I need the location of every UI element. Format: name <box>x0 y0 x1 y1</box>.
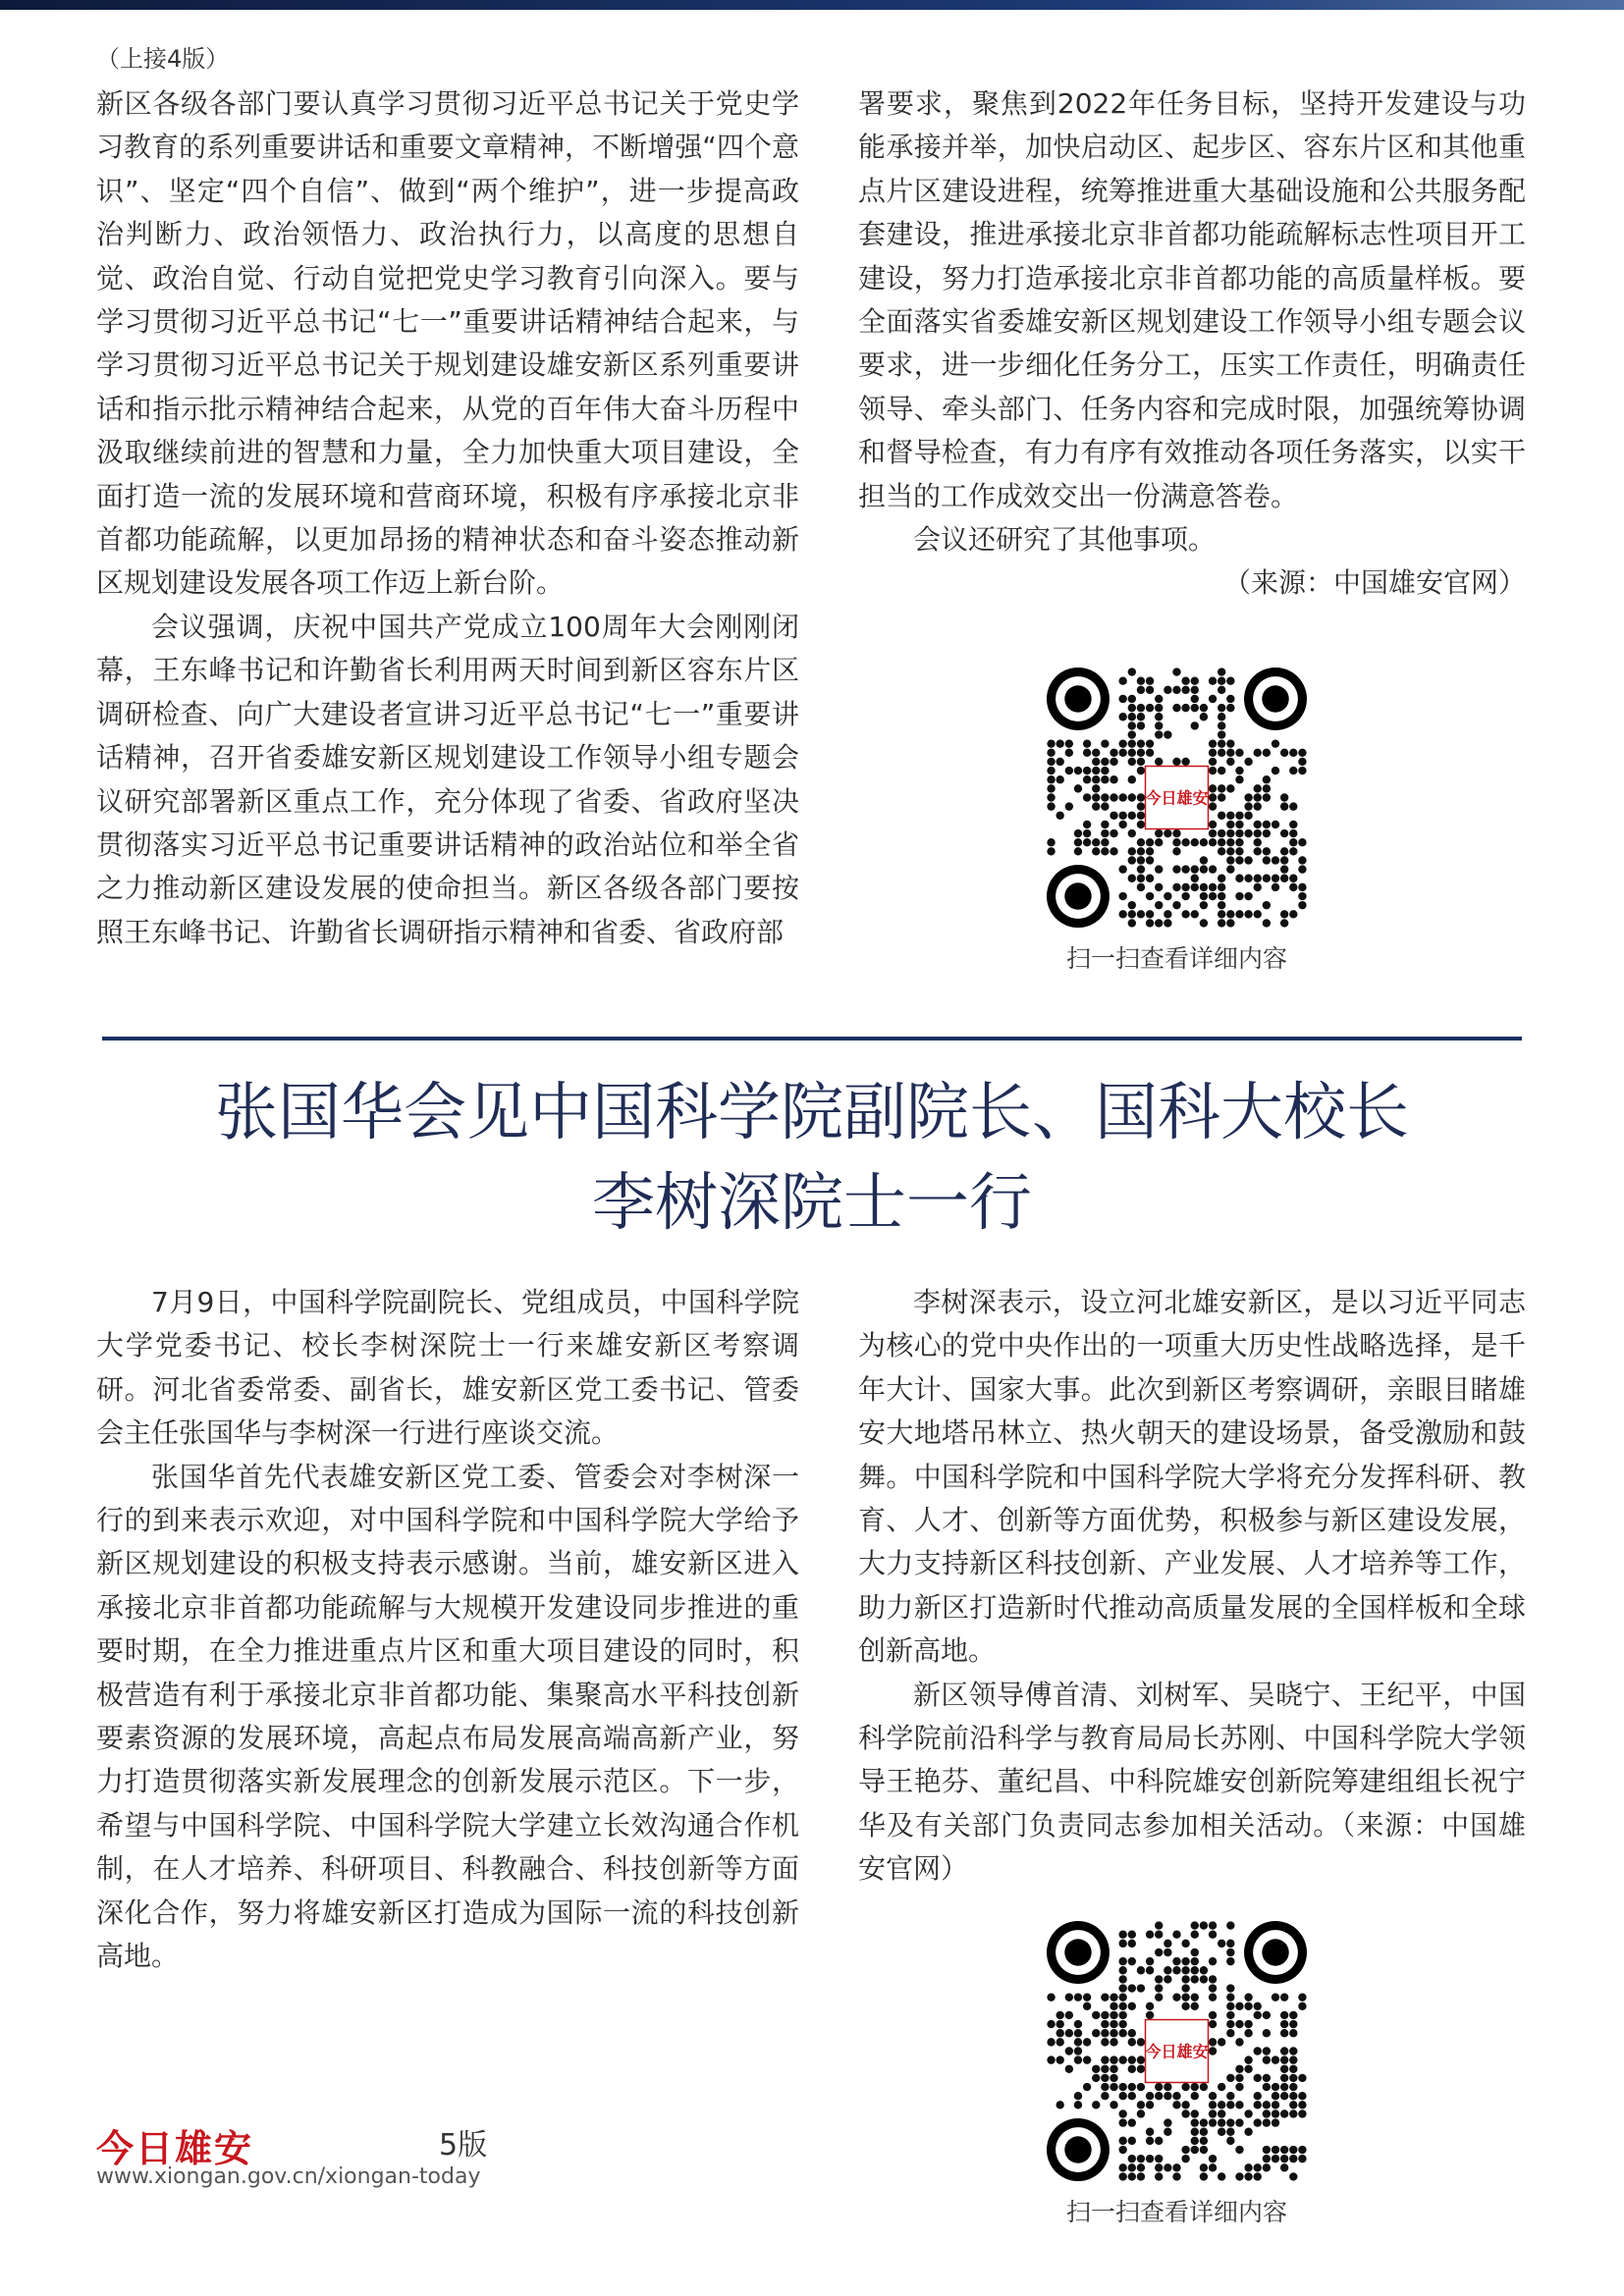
article2-paragraph: 新区领导傅首清、刘树军、吴晓宁、王纪平，中国科学院前沿科学与教育局局长苏刚、中国科学院大学领导王艳芬、董纪昌、中科院雄安创新院筹建组组长祝宁华及有关部门负责同志参加相关活动。（来源：中国雄安官网） <box>858 1678 1526 1886</box>
article1-paragraph: 署要求，聚焦到2022年任务目标，坚持开发建设与功能承接并举，加快启动区、起步区、容东片区和其他重点片区建设进程，统筹推进重大基础设施和公共服务配套建设，推进承接北京非首都功能疏解标志性项目开工建设，努力打造承接北京非首都功能的高质量样板。要全面落实省委雄安新区规划建设工作领导小组专题会议要求，进一步细化任务分工，压实工作责任，明确责任领导、牵头部门、任务内容和完成时限，加强统筹协调和督导检查，有力有序有效推动各项任务落实，以实干担当的工作成效交出一份满意答卷。 <box>858 87 1526 512</box>
article2-qr-block[interactable] <box>1047 1921 1307 2228</box>
top-banner-bar <box>0 0 1624 10</box>
article2-paragraph: 张国华首先代表雄安新区党工委、管委会对李树深一行的到来表示欢迎，对中国科学院和中国科学院大学给予新区规划建设的积极支持表示感谢。当前，雄安新区进入承接北京非首都功能疏解与大规模开发建设同步推进的重要时期，在全力推进重点片区和重大项目建设的同时，积极营造有利于承接北京非首都功能、集聚高水平科技创新要素资源的发展环境，高起点布局发展高端高新产业，努力打造贯彻落实新发展理念的创新发展示范区。下一步，希望与中国科学院、中国科学院大学建立长效沟通合作机制，在人才培养、科研项目、科教融合、科技创新等方面深化合作，努力将雄安新区打造成为国际一流的科技创新高地。 <box>96 1460 799 1973</box>
article1-qr-block[interactable] <box>1047 667 1307 975</box>
qr-code-icon[interactable] <box>1047 667 1307 928</box>
headline-line-2: 李树深院士一行 <box>592 1167 1032 1240</box>
site-url[interactable]: www.xiongan.gov.cn/xiongan-today <box>96 2164 481 2189</box>
article2-left-column <box>96 1281 799 1979</box>
article1-closing-paragraph <box>858 518 1526 600</box>
qr-caption: 扫一扫查看详细内容 <box>1065 2198 1287 2226</box>
article1-source: （来源：中国雄安官网） <box>1222 566 1526 600</box>
article2-paragraph: 7月9日，中国科学院副院长、党组成员，中国科学院大学党委书记、校长李树深院士一行来雄安新区考察调研。河北省委常委、副省长，雄安新区党工委书记、管委会主任张国华与李树深一行进行座谈交流。 <box>96 1286 799 1450</box>
headline-line-1: 张国华会见中国科学院副院长、国科大校长 <box>215 1077 1409 1149</box>
brand-logo: 今日雄安 <box>96 2126 254 2170</box>
article1-closing-text: 会议还研究了其他事项。 <box>913 523 1217 557</box>
article1-paragraph: 会议强调，庆祝中国共产党成立100周年大会刚刚闭幕，王东峰书记和许勤省长利用两天时间到新区容东片区调研检查、向广大建设者宣讲习近平总书记“七一”重要讲话精神，召开省委雄安新区规划建设工作领导小组专题会议研究部署新区重点工作，充分体现了省委、省政府坚决贯彻落实习近平总书记重要讲话精神的政治站位和举全省之力推动新区建设发展的使命担当。新区各级各部门要按照王东峰书记、许勤省长调研指示精神和省委、省政府部 <box>96 610 799 948</box>
article2-headline <box>59 1068 1565 1249</box>
qr-logo-text: 今日雄安 <box>1145 788 1209 808</box>
page-number: 5版 <box>439 2128 488 2163</box>
article1-right-column <box>858 82 1526 606</box>
qr-logo-text: 今日雄安 <box>1145 2042 1209 2061</box>
continued-from-label: （上接4版） <box>96 45 230 73</box>
qr-caption: 扫一扫查看详细内容 <box>1065 944 1287 973</box>
qr-code-icon[interactable] <box>1047 1921 1307 2181</box>
article1-paragraph: 新区各级各部门要认真学习贯彻习近平总书记关于党史学习教育的系列重要讲话和重要文章精神，不断增强“四个意识”、坚定“四个自信”、做到“两个维护”，进一步提高政治判断力、政治领悟力、政治执行力，以高度的思想自觉、政治自觉、行动自觉把党史学习教育引向深入。要与学习贯彻习近平总书记“七一”重要讲话精神结合起来，与学习贯彻习近平总书记关于规划建设雄安新区系列重要讲话和指示批示精神结合起来，从党的百年伟大奋斗历程中汲取继续前进的智慧和力量，全力加快重大项目建设，全面打造一流的发展环境和营商环境，积极有序承接北京非首都功能疏解，以更加昂扬的精神状态和奋斗姿态推动新区规划建设发展各项工作迈上新台阶。 <box>96 87 799 600</box>
article1-left-column <box>96 82 799 954</box>
article2-right-column <box>858 1281 1526 1892</box>
section-divider <box>102 1037 1522 1041</box>
article2-paragraph: 李树深表示，设立河北雄安新区，是以习近平同志为核心的党中央作出的一项重大历史性战略选择，是千年大计、国家大事。此次到新区考察调研，亲眼目睹雄安大地塔吊林立、热火朝天的建设场景，备受激励和鼓舞。中国科学院和中国科学院大学将充分发挥科研、教育、人才、创新等方面优势，积极参与新区建设发展，大力支持新区科技创新、产业发展、人才培养等工作，助力新区打造新时代推动高质量发展的全国样板和全球创新高地。 <box>858 1286 1526 1668</box>
